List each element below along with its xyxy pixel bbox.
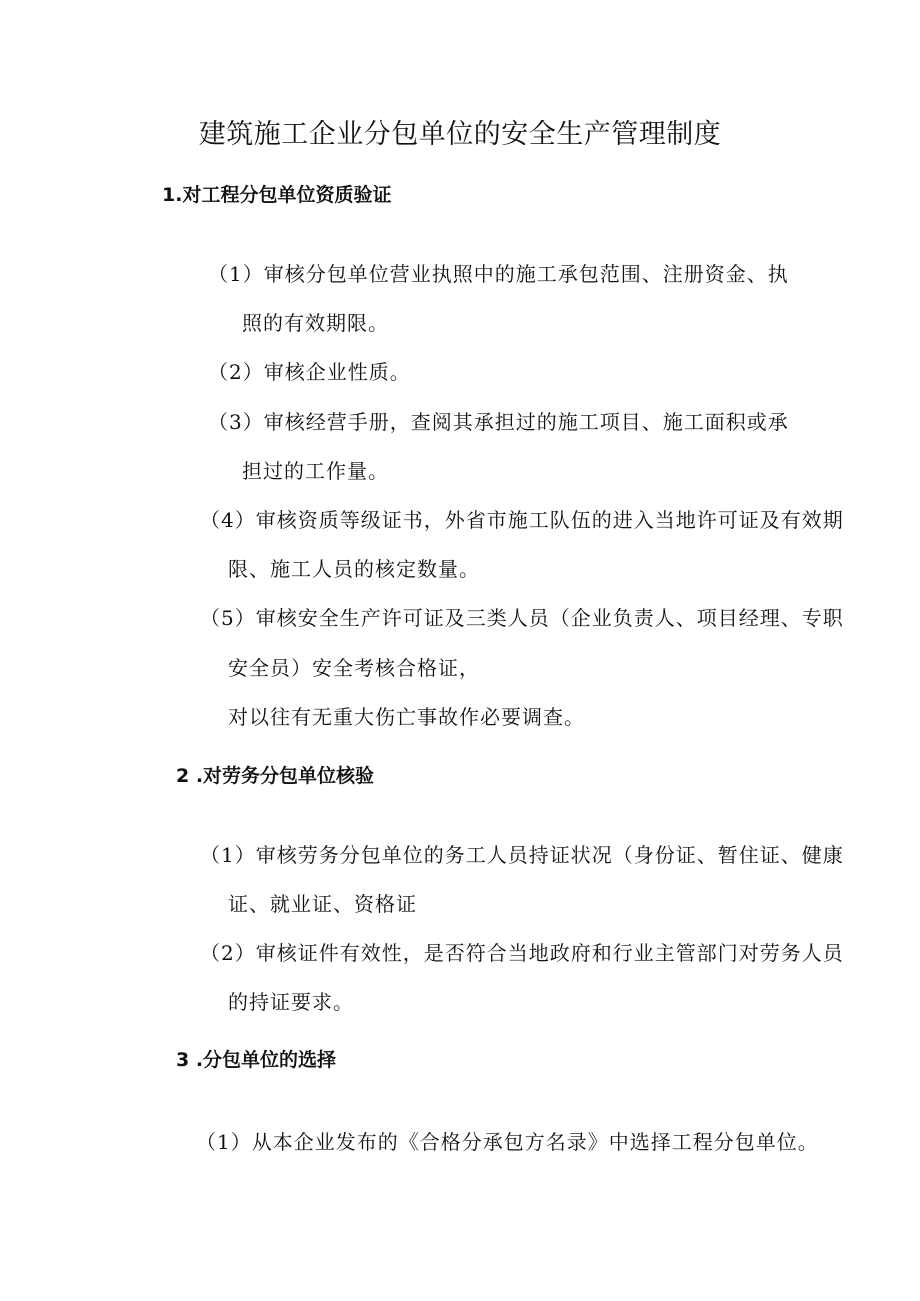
item-line: （3）审核经营手册，查阅其承担过的施工项目、施工面积或承 bbox=[208, 410, 789, 434]
item-line: （4）审核资质等级证书，外省市施工队伍的进入当地许可证及有效期 bbox=[200, 508, 844, 532]
item-line: 限、施工人员的核定数量。 bbox=[228, 557, 480, 581]
item-line: （2）审核证件有效性，是否符合当地政府和行业主管部门对劳务人员 bbox=[200, 941, 844, 965]
section-heading-1: 1.对工程分包单位资质验证 bbox=[162, 184, 392, 206]
item-line: （1）从本企业发布的《合格分承包方名录》中选择工程分包单位。 bbox=[196, 1130, 819, 1154]
item-line: （2）审核企业性质。 bbox=[208, 360, 411, 384]
item-line: （1）审核劳务分包单位的务工人员持证状况（身份证、暂住证、健康 bbox=[200, 843, 844, 867]
section-heading-3: 3 .分包单位的选择 bbox=[176, 1049, 337, 1071]
item-line: 照的有效期限。 bbox=[242, 311, 389, 335]
document-title: 建筑施工企业分包单位的安全生产管理制度 bbox=[198, 119, 722, 150]
item-line: （1）审核分包单位营业执照中的施工承包范围、注册资金、执 bbox=[208, 262, 789, 286]
item-line: 的持证要求。 bbox=[228, 990, 354, 1014]
item-line: （5）审核安全生产许可证及三类人员（企业负责人、项目经理、专职 bbox=[200, 606, 844, 630]
item-line: 担过的工作量。 bbox=[242, 459, 389, 483]
item-line: 对以往有无重大伤亡事故作必要调查。 bbox=[228, 705, 585, 729]
item-line: 证、就业证、资格证 bbox=[228, 892, 417, 916]
item-line: 安全员）安全考核合格证， bbox=[228, 656, 480, 680]
section-heading-2: 2 .对劳务分包单位核验 bbox=[176, 765, 375, 787]
